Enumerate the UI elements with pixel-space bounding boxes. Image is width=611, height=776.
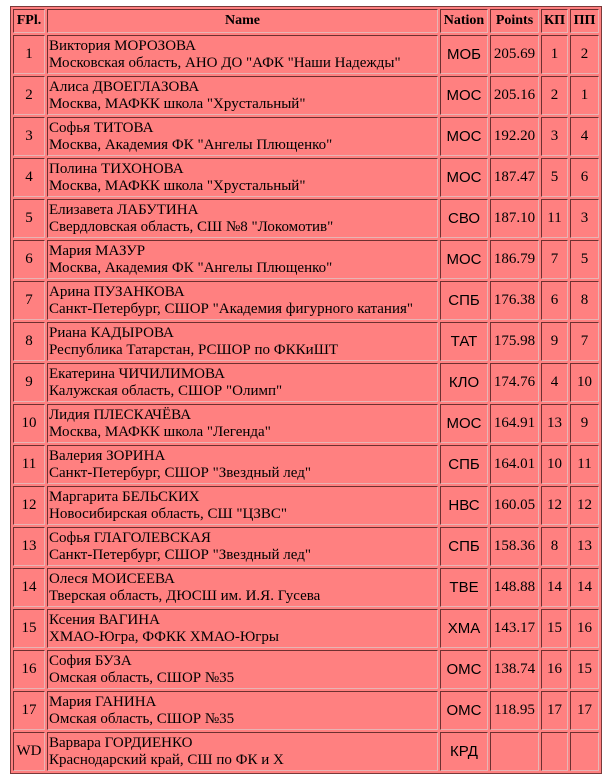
name-cell (47, 732, 438, 771)
skater-club: Свердловская область, СШ №8 "Локомотив" (49, 218, 334, 235)
table-row (13, 650, 599, 689)
points-cell: 187.10 (490, 199, 539, 238)
place-cell: 15 (13, 609, 45, 648)
name-cell (47, 568, 438, 607)
nation-cell: ТАТ (440, 322, 488, 361)
free-program-rank-cell: 14 (570, 568, 599, 607)
free-program-rank-cell: 16 (570, 609, 599, 648)
header-name: Name (47, 9, 438, 33)
skater-name: Екатерина ЧИЧИЛИМОВА (49, 365, 225, 382)
nation-cell: ХМА (440, 609, 488, 648)
nation-cell: КЛО (440, 363, 488, 402)
skater-name: Валерия ЗОРИНА (49, 447, 166, 464)
header-row (13, 9, 599, 33)
skater-name: Лидия ПЛЕСКАЧЁВА (49, 406, 192, 423)
table-row (13, 240, 599, 279)
points-cell: 148.88 (490, 568, 539, 607)
name-cell (47, 240, 438, 279)
skater-name: Мария ГАНИНА (49, 693, 157, 710)
skater-club: Омская область, СШОР №35 (49, 710, 235, 727)
points-cell: 205.69 (490, 35, 539, 74)
skater-name: Елизавета ЛАБУТИНА (49, 201, 199, 218)
table-row (13, 691, 599, 730)
place-cell: 1 (13, 35, 45, 74)
skater-name: Арина ПУЗАНКОВА (49, 283, 185, 300)
short-program-rank-cell (541, 732, 568, 771)
points-cell (490, 732, 539, 771)
name-cell (47, 691, 438, 730)
name-cell (47, 281, 438, 320)
skater-name: София БУЗА (49, 652, 132, 669)
short-program-rank-cell: 5 (541, 158, 568, 197)
points-cell: 118.95 (490, 691, 539, 730)
free-program-rank-cell: 11 (570, 445, 599, 484)
place-cell: 3 (13, 117, 45, 156)
name-cell (47, 322, 438, 361)
table-row (13, 76, 599, 115)
skater-name: Софья ТИТОВА (49, 119, 154, 136)
name-cell (47, 363, 438, 402)
table-row (13, 281, 599, 320)
short-program-rank-cell: 7 (541, 240, 568, 279)
name-cell (47, 486, 438, 525)
name-cell (47, 76, 438, 115)
skater-club: Москва, Академия ФК "Ангелы Плющенко" (49, 136, 333, 153)
skater-club: Новосибирская область, СШ "ЦЗВС" (49, 505, 288, 522)
free-program-rank-cell: 12 (570, 486, 599, 525)
points-cell: 187.47 (490, 158, 539, 197)
place-cell: 2 (13, 76, 45, 115)
nation-cell: МОС (440, 404, 488, 443)
place-cell: 13 (13, 527, 45, 566)
skater-club: Санкт-Петербург, СШОР "Академия фигурного катания" (49, 300, 414, 317)
name-cell (47, 117, 438, 156)
short-program-rank-cell: 13 (541, 404, 568, 443)
free-program-rank-cell: 15 (570, 650, 599, 689)
skater-club: Омская область, СШОР №35 (49, 669, 235, 686)
free-program-rank-cell: 6 (570, 158, 599, 197)
place-cell: 16 (13, 650, 45, 689)
place-cell: 9 (13, 363, 45, 402)
skater-club: Московская область, АНО ДО "АФК "Наши Надежды" (49, 54, 401, 71)
table-row (13, 732, 599, 771)
free-program-rank-cell: 17 (570, 691, 599, 730)
name-cell (47, 527, 438, 566)
points-cell: 164.01 (490, 445, 539, 484)
table-row (13, 445, 599, 484)
free-program-rank-cell: 3 (570, 199, 599, 238)
skater-club: Санкт-Петербург, СШОР "Звездный лед" (49, 546, 311, 563)
header-place: FPl. (13, 9, 45, 33)
free-program-rank-cell: 1 (570, 76, 599, 115)
short-program-rank-cell: 8 (541, 527, 568, 566)
skater-club: Москва, МАФКК школа "Хрустальный" (49, 177, 306, 194)
skater-name: Маргарита БЕЛЬСКИХ (49, 488, 200, 505)
nation-cell: ОМС (440, 650, 488, 689)
free-program-rank-cell: 2 (570, 35, 599, 74)
skater-club: Москва, МАФКК школа "Легенда" (49, 423, 271, 440)
short-program-rank-cell: 1 (541, 35, 568, 74)
nation-cell: МОС (440, 158, 488, 197)
points-cell: 164.91 (490, 404, 539, 443)
header-points: Points (490, 9, 539, 33)
nation-cell: МОС (440, 117, 488, 156)
skater-name: Риана КАДЫРОВА (49, 324, 174, 341)
short-program-rank-cell: 2 (541, 76, 568, 115)
name-cell (47, 158, 438, 197)
name-cell (47, 404, 438, 443)
table-row (13, 363, 599, 402)
table-row (13, 568, 599, 607)
header-free-program: ПП (570, 9, 599, 33)
short-program-rank-cell: 15 (541, 609, 568, 648)
place-cell: 6 (13, 240, 45, 279)
name-cell (47, 199, 438, 238)
skater-club: Москва, Академия ФК "Ангелы Плющенко" (49, 259, 333, 276)
free-program-rank-cell: 10 (570, 363, 599, 402)
short-program-rank-cell: 12 (541, 486, 568, 525)
skater-name: Ксения ВАГИНА (49, 611, 160, 628)
free-program-rank-cell: 8 (570, 281, 599, 320)
table-row (13, 404, 599, 443)
skater-name: Полина ТИХОНОВА (49, 160, 184, 177)
short-program-rank-cell: 17 (541, 691, 568, 730)
name-cell (47, 445, 438, 484)
points-cell: 175.98 (490, 322, 539, 361)
points-cell: 160.05 (490, 486, 539, 525)
short-program-rank-cell: 6 (541, 281, 568, 320)
place-cell: 11 (13, 445, 45, 484)
short-program-rank-cell: 11 (541, 199, 568, 238)
skater-name: Виктория МОРОЗОВА (49, 37, 196, 54)
nation-cell: КРД (440, 732, 488, 771)
skater-name: Мария МАЗУР (49, 242, 146, 259)
table-row (13, 486, 599, 525)
place-cell: 10 (13, 404, 45, 443)
skater-club: Санкт-Петербург, СШОР "Звездный лед" (49, 464, 311, 481)
short-program-rank-cell: 4 (541, 363, 568, 402)
nation-cell: МОС (440, 240, 488, 279)
free-program-rank-cell: 9 (570, 404, 599, 443)
short-program-rank-cell: 14 (541, 568, 568, 607)
nation-cell: МОС (440, 76, 488, 115)
name-cell (47, 35, 438, 74)
table-row (13, 609, 599, 648)
skater-name: Софья ГЛАГОЛЕВСКАЯ (49, 529, 211, 546)
place-cell: 4 (13, 158, 45, 197)
table-row (13, 35, 599, 74)
short-program-rank-cell: 10 (541, 445, 568, 484)
points-cell: 174.76 (490, 363, 539, 402)
points-cell: 205.16 (490, 76, 539, 115)
place-cell: 5 (13, 199, 45, 238)
place-cell: 7 (13, 281, 45, 320)
short-program-rank-cell: 9 (541, 322, 568, 361)
points-cell: 143.17 (490, 609, 539, 648)
skater-club: Тверская область, ДЮСШ им. И.Я. Гусева (49, 587, 321, 604)
skater-club: Краснодарский край, СШ по ФК и Х (49, 751, 284, 768)
free-program-rank-cell: 4 (570, 117, 599, 156)
nation-cell: ОМС (440, 691, 488, 730)
free-program-rank-cell: 5 (570, 240, 599, 279)
table-row (13, 527, 599, 566)
points-cell: 158.36 (490, 527, 539, 566)
points-cell: 186.79 (490, 240, 539, 279)
nation-cell: СПБ (440, 527, 488, 566)
short-program-rank-cell: 16 (541, 650, 568, 689)
nation-cell: СПБ (440, 445, 488, 484)
points-cell: 192.20 (490, 117, 539, 156)
table-row (13, 322, 599, 361)
nation-cell: ТВЕ (440, 568, 488, 607)
place-cell: 8 (13, 322, 45, 361)
table-row (13, 158, 599, 197)
free-program-rank-cell: 7 (570, 322, 599, 361)
skater-club: Москва, МАФКК школа "Хрустальный" (49, 95, 306, 112)
skater-club: Калужская область, СШОР "Олимп" (49, 382, 283, 399)
skater-name: Варвара ГОРДИЕНКО (49, 734, 193, 751)
name-cell (47, 650, 438, 689)
free-program-rank-cell: 13 (570, 527, 599, 566)
skater-club: ХМАО-Югра, ФФКК ХМАО-Югры (49, 628, 280, 645)
header-nation: Nation (440, 9, 488, 33)
nation-cell: СВО (440, 199, 488, 238)
free-program-rank-cell (570, 732, 599, 771)
skater-club: Республика Татарстан, РСШОР по ФККиШТ (49, 341, 338, 358)
short-program-rank-cell: 3 (541, 117, 568, 156)
place-cell: 17 (13, 691, 45, 730)
nation-cell: СПБ (440, 281, 488, 320)
table-row (13, 199, 599, 238)
place-cell: 14 (13, 568, 45, 607)
nation-cell: НВС (440, 486, 488, 525)
nation-cell: МОБ (440, 35, 488, 74)
name-cell (47, 609, 438, 648)
points-cell: 176.38 (490, 281, 539, 320)
place-cell: 12 (13, 486, 45, 525)
points-cell: 138.74 (490, 650, 539, 689)
header-short-program: КП (541, 9, 568, 33)
skater-name: Алиса ДВОЕГЛАЗОВА (49, 78, 200, 95)
place-cell: WD (13, 732, 45, 771)
skater-name: Олеся МОИСЕЕВА (49, 570, 175, 587)
results-table (10, 6, 602, 774)
table-row (13, 117, 599, 156)
